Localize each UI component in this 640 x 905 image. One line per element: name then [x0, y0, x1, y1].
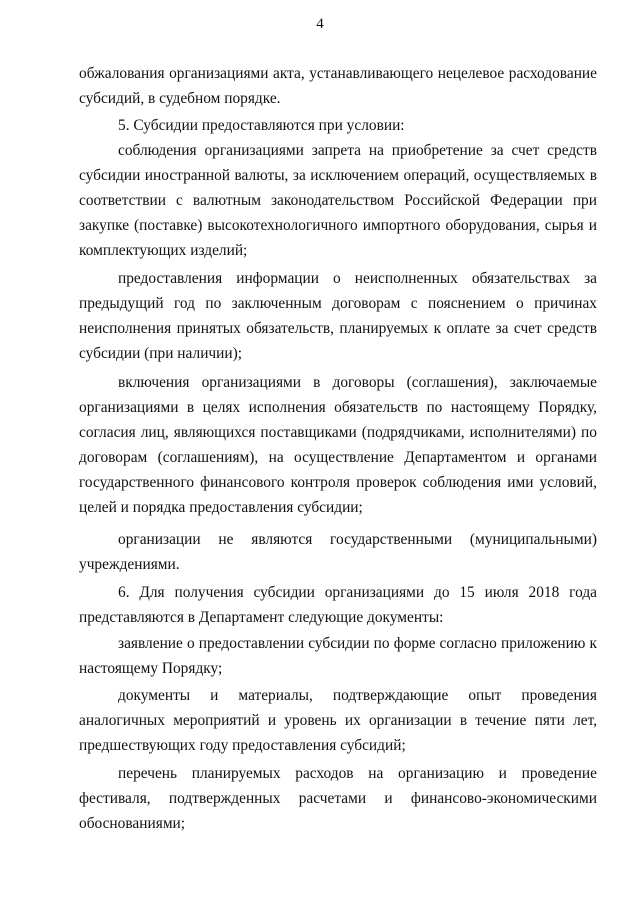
paragraph-contracts-consent: включения организациями в договоры (соглашения), заключаемые организациями в целях исполнения обязательств по настоящему Порядку, согласия лиц, являющихся поставщиками (подрядчиками, исполнителями) по договорам (соглашениям), на осуществление Департаментом и органами государственного финансового контроля проверок соблюдения ими условий, целей и порядка предоставления субсидии;: [79, 374, 597, 516]
paragraph-clause-6: 6. Для получения субсидии организациями до 15 июля 2018 года представляются в Департамент следующие документы:: [79, 584, 597, 626]
paragraph-unfulfilled-obligations: предоставления информации о неисполненных обязательствах за предыдущий год по заключенным договорам с пояснением о причинах неисполнения принятых обязательств, планируемых к оплате за счет средств субсидии (при наличии);: [79, 270, 597, 362]
paragraph-currency-ban: соблюдения организациями запрета на приобретение за счет средств субсидии иностранной валюты, за исключением операций, осуществляемых в соответствии с валютным законодательством Российской Федерации при закупке (поставке) высокотехнологичного импортного оборудования, сырья и комплектующих изделий;: [79, 142, 597, 259]
paragraph-continuation: обжалования организациями акта, устанавливающего нецелевое расходование субсидий, в судебном порядке.: [79, 65, 597, 107]
paragraph-experience-docs: документы и материалы, подтверждающие опыт проведения аналогичных мероприятий и уровень их организации в течение пяти лет, предшествующих году предоставления субсидий;: [79, 687, 597, 754]
paragraph-clause-5: 5. Субсидии предоставляются при условии:: [118, 117, 405, 134]
paragraph-not-state-institutions: организации не являются государственными (муниципальными) учреждениями.: [79, 531, 597, 573]
paragraph-application: заявление о предоставлении субсидии по форме согласно приложению к настоящему Порядку;: [79, 635, 597, 677]
page-number: 4: [316, 16, 324, 32]
paragraph-expense-list: перечень планируемых расходов на организацию и проведение фестиваля, подтвержденных расчетами и финансово-экономическими обоснованиями;: [79, 765, 597, 832]
